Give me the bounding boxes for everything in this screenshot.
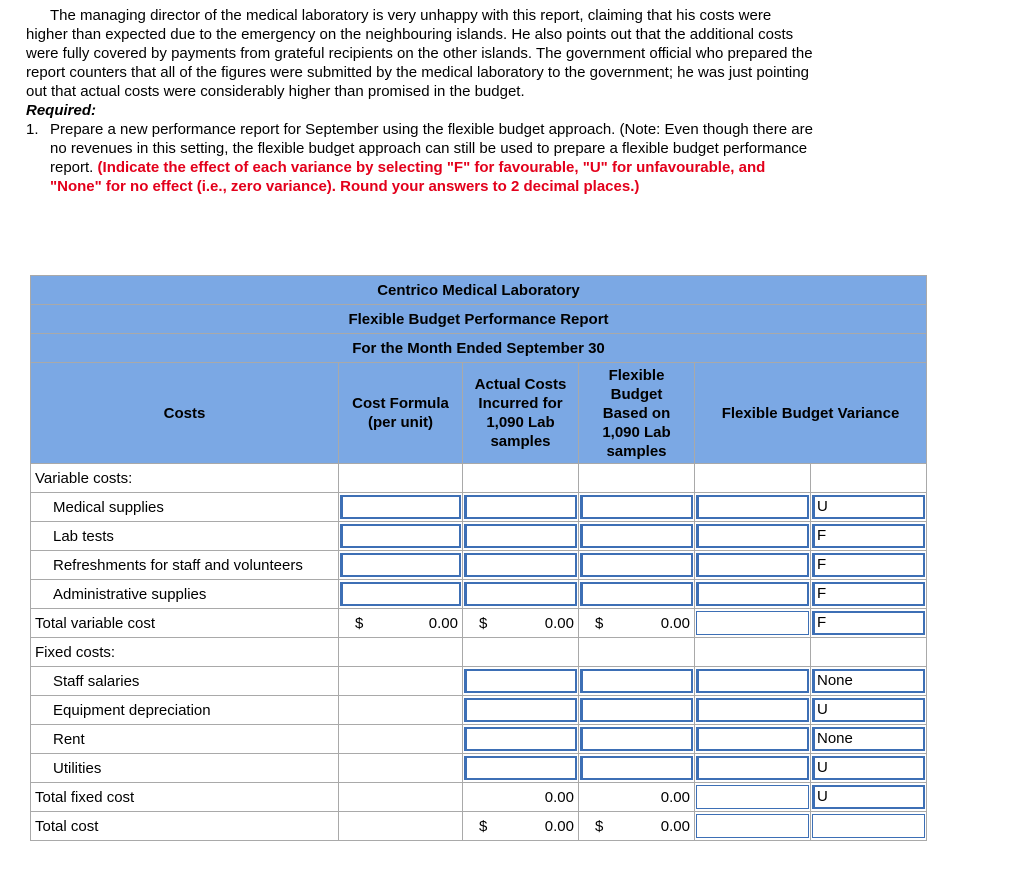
rent-variance-input[interactable]	[696, 727, 809, 751]
rent-effect-select[interactable]: None	[812, 727, 925, 751]
staff-salaries-variance-input[interactable]	[696, 669, 809, 693]
total-fixed-variance	[696, 785, 809, 809]
total-cost-actual-value: 0.00	[544, 817, 574, 835]
flex-header-line: Flexible	[608, 366, 665, 384]
dollar-sign: $	[355, 614, 364, 632]
total-cost-actual	[463, 818, 578, 835]
admin-supplies-flexible-input[interactable]	[580, 582, 693, 606]
question-1-text: Prepare a new performance report for September using the flexible budget approach. (Note: Even though there are no revenues in this setting, the flexible budget approach can still be used to prepare a flexible budget performance report.	[50, 121, 813, 176]
total-variable-formula-value: 0.00	[428, 614, 458, 632]
utilities-variance-input[interactable]	[696, 756, 809, 780]
question-number: 1.	[26, 121, 39, 138]
refreshments-label: Refreshments for staff and volunteers	[31, 551, 339, 580]
refreshments-effect-select[interactable]: F	[812, 553, 925, 577]
staff-salaries-effect-select[interactable]: None	[812, 669, 925, 693]
lab-tests-formula-input[interactable]	[340, 524, 461, 548]
total-variable-effect-select[interactable]: F	[812, 611, 925, 635]
flex-header-line: Budget	[610, 385, 663, 403]
flex-header-line: samples	[606, 442, 667, 460]
total-fixed-effect-select[interactable]: U	[812, 785, 925, 809]
required-heading: Required:	[26, 102, 97, 119]
equipment-depreciation-effect-select[interactable]: U	[812, 698, 925, 722]
total-variable-actual-value: 0.00	[544, 614, 574, 632]
medical-supplies-actual-input[interactable]	[464, 495, 577, 519]
admin-supplies-label: Administrative supplies	[31, 580, 339, 609]
lab-tests-variance-input[interactable]	[696, 524, 809, 548]
total-variable-formula	[339, 615, 462, 632]
total-cost-flexible-value: 0.00	[660, 817, 690, 835]
report-period: For the Month Ended September 30	[31, 334, 927, 363]
utilities-effect-select[interactable]: U	[812, 756, 925, 780]
total-cost-effect	[812, 814, 925, 838]
costs-header: Costs	[31, 363, 339, 464]
fixed-costs-label: Fixed costs:	[31, 638, 339, 667]
lab-tests-actual-input[interactable]	[464, 524, 577, 548]
cost-formula-header-line: Cost Formula	[352, 395, 449, 412]
question-1-body	[50, 120, 816, 196]
dollar-sign: $	[595, 614, 604, 632]
medical-supplies-variance-input[interactable]	[696, 495, 809, 519]
medical-supplies-formula-input[interactable]	[340, 495, 461, 519]
utilities-flexible-input[interactable]	[580, 756, 693, 780]
rent-actual-input[interactable]	[464, 727, 577, 751]
equipment-depreciation-actual-input[interactable]	[464, 698, 577, 722]
cost-formula-header-line: (per unit)	[368, 414, 433, 431]
admin-supplies-actual-input[interactable]	[464, 582, 577, 606]
actual-header-line: Incurred for	[478, 395, 563, 412]
company-name: Centrico Medical Laboratory	[31, 276, 927, 305]
report-title: Flexible Budget Performance Report	[31, 305, 927, 334]
flex-header-line: Based on	[602, 404, 671, 422]
total-cost-label: Total cost	[31, 812, 339, 841]
question-1-instructions: (Indicate the effect of each variance by selecting "F" for favourable, "U" for unfavourable, and "None" for no effect (i.e., zero variance). Round your answers to 2 decimal places.)	[50, 159, 766, 195]
total-variable-actual	[463, 615, 578, 632]
flexible-budget-header	[579, 363, 695, 464]
total-variable-label: Total variable cost	[31, 609, 339, 638]
dollar-sign: $	[595, 817, 604, 835]
medical-supplies-label: Medical supplies	[31, 493, 339, 522]
admin-supplies-effect-select[interactable]: F	[812, 582, 925, 606]
actual-header-line: samples	[490, 433, 551, 450]
refreshments-variance-input[interactable]	[696, 553, 809, 577]
staff-salaries-actual-input[interactable]	[464, 669, 577, 693]
staff-salaries-label: Staff salaries	[31, 667, 339, 696]
total-cost-variance	[696, 814, 809, 838]
rent-flexible-input[interactable]	[580, 727, 693, 751]
lab-tests-flexible-input[interactable]	[580, 524, 693, 548]
equipment-depreciation-variance-input[interactable]	[696, 698, 809, 722]
flex-header-line: 1,090 Lab	[602, 423, 671, 441]
rent-label: Rent	[31, 725, 339, 754]
cost-formula-header	[339, 363, 463, 464]
refreshments-formula-input[interactable]	[340, 553, 461, 577]
variance-header: Flexible Budget Variance	[695, 363, 927, 464]
admin-supplies-formula-input[interactable]	[340, 582, 461, 606]
equipment-depreciation-flexible-input[interactable]	[580, 698, 693, 722]
equipment-depreciation-label: Equipment depreciation	[31, 696, 339, 725]
total-variable-flexible-value: 0.00	[660, 614, 690, 632]
medical-supplies-flexible-input[interactable]	[580, 495, 693, 519]
total-fixed-flexible-value: 0.00	[660, 788, 690, 806]
total-fixed-actual-value: 0.00	[544, 788, 574, 806]
total-fixed-label: Total fixed cost	[31, 783, 339, 812]
refreshments-flexible-input[interactable]	[580, 553, 693, 577]
total-variable-variance	[696, 611, 809, 635]
dollar-sign: $	[479, 614, 488, 632]
total-cost-flexible	[579, 818, 694, 835]
utilities-actual-input[interactable]	[464, 756, 577, 780]
actual-header-line: Actual Costs	[474, 376, 567, 393]
medical-supplies-effect-select[interactable]: U	[812, 495, 925, 519]
lab-tests-label: Lab tests	[31, 522, 339, 551]
scenario-paragraph: The managing director of the medical laboratory is very unhappy with this report, claiming that his costs were higher than expected due to the emergency on the neighbouring islands. He also points out that the additional costs were fully covered by payments from grateful recipients on the other islands. The government official who prepared the report counters that all of the figures were submitted by the medical laboratory to the government; he was just pointing out that actual costs were considerably higher than promised in the budget.	[26, 7, 813, 100]
staff-salaries-flexible-input[interactable]	[580, 669, 693, 693]
total-variable-flexible	[579, 615, 694, 632]
utilities-label: Utilities	[31, 754, 339, 783]
actual-header-line: 1,090 Lab	[486, 414, 555, 431]
refreshments-actual-input[interactable]	[464, 553, 577, 577]
variable-costs-label: Variable costs:	[31, 464, 339, 493]
question-1	[26, 120, 816, 196]
dollar-sign: $	[479, 817, 488, 835]
flexible-budget-report-table	[30, 275, 927, 841]
lab-tests-effect-select[interactable]: F	[812, 524, 925, 548]
actual-costs-header	[463, 363, 579, 464]
question-text	[26, 6, 816, 196]
admin-supplies-variance-input[interactable]	[696, 582, 809, 606]
